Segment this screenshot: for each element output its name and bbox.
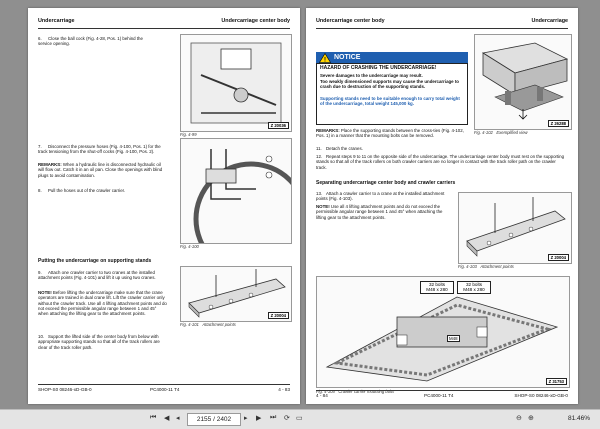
figure-4-101 [180, 266, 292, 322]
figure-tag: Z 20004 [268, 312, 289, 319]
page-number-field[interactable] [187, 413, 241, 426]
hazard-weight-text: Supporting stands need to be suitable enough to carry total weight of the undercarriage, total weight 145,000 kg. [320, 96, 460, 107]
figure-caption [474, 130, 528, 135]
step-number: 7. [38, 144, 42, 149]
footer-center: PC4000-11 T4 [150, 387, 180, 392]
figure-tag: Z 31753 [546, 378, 567, 385]
pressure-hoses-illustration [181, 139, 291, 243]
zoom-level[interactable]: 81.46% [567, 415, 590, 422]
step-13 [316, 191, 446, 202]
figure-4-99 [180, 34, 292, 132]
bolt-spec: M48 x 280 [426, 287, 448, 293]
step-text: Pull the hoses out of the crawler carrier. [48, 188, 126, 193]
figure-4-102 [474, 34, 572, 130]
remarks [316, 128, 466, 139]
caption-number: Fig. 4-101 [180, 322, 199, 327]
viewer-toolbar [0, 409, 600, 429]
notice-title: NOTICE [334, 54, 361, 61]
caption-title: Attachment points [202, 322, 236, 327]
page-header [316, 18, 568, 29]
page-number-value: 2155 / 2402 [196, 416, 232, 423]
step-12 [316, 154, 566, 170]
remarks [38, 162, 168, 178]
step-text: Attach a crawler carrier to a crane at the installed attachment points (Fig. 4-103). [316, 191, 445, 202]
figure-caption [180, 322, 236, 327]
hazard-text: Too weakly dimensioned supports may cause the undercarriage to crash due to destruction of the supporting stands. [320, 79, 459, 90]
note-label: NOTE! [38, 290, 52, 295]
step-text: Repeat steps 9 to 11 on the opposite side of the undercarriage. The undercarriage center body must rest on the supporting stands so that all of the track rollers on both crawler carriers are no longer in contact with the track roller path on the crawler track. [316, 154, 565, 170]
footer-center: PC4000-11 T4 [424, 393, 454, 398]
first-page-icon[interactable]: ⏮ [150, 414, 157, 421]
next-page-icon[interactable]: ▸ [244, 415, 248, 422]
step-text: Disconnect the pressure hoses (Fig. 4-100, Pos. 1) for the track tensioning from the shut-off cocks (Fig. 4-100, Pos. 2). [38, 144, 161, 155]
section-heading: Separating undercarriage center body and crawler carriers [316, 180, 456, 186]
caption-number: Fig. 4-104 [316, 389, 335, 394]
step-11 [316, 146, 566, 151]
step-text: Support the lifted side of the center body from below with appropriate supporting stands so that all of the track rollers are clear of the track roller path. [38, 334, 160, 350]
bolt-small-label: M48 [449, 336, 458, 341]
zoom-in-icon[interactable]: ⊕ [528, 415, 534, 422]
crawler-carrier-illustration [459, 193, 571, 263]
remarks-text: Place the supporting stands between the cross-ties (Fig. 4-102, Pos. 1) in a manner that the mounting bolts can be removed. [316, 128, 464, 139]
rotate-icon[interactable]: ⟳ [284, 415, 290, 422]
figure-tag: Z 26288 [548, 120, 569, 127]
bolt-count: 32 bolts [428, 282, 446, 287]
step-8 [38, 188, 168, 193]
figure-caption: Fig. 4-100 [180, 244, 199, 249]
caption-number: Fig. 4-102 [474, 130, 493, 135]
note [38, 290, 168, 316]
next-page-icon-2[interactable]: ▶ [256, 415, 262, 422]
page-footer [38, 384, 290, 396]
notice-box [316, 63, 468, 125]
step-number: 9. [38, 270, 42, 275]
figure-4-103 [458, 192, 572, 264]
figure-caption: Fig. 4-99 [180, 132, 197, 137]
section-heading: Putting the undercarriage on supporting stands [38, 258, 152, 264]
bolt-count: 32 bolts [465, 282, 483, 287]
remarks-label: REMARKS: [316, 128, 340, 133]
header-right: Undercarriage center body [221, 18, 290, 24]
fit-page-icon[interactable]: ▭ [296, 415, 303, 422]
footer-left: 4 - 84 [316, 393, 328, 398]
step-7 [38, 144, 168, 155]
remarks-label: REMARKS: [38, 162, 62, 167]
step-10 [38, 334, 168, 350]
figure-tag: Z 20004 [548, 254, 569, 261]
header-right: Undercarriage [531, 18, 568, 24]
note-text: Use all 4 lifting attachment points and do not exceed the permissible angular range between 1 and 45° when attaching the lifting gear to the attachment points. [316, 204, 443, 220]
figure-4-104 [316, 276, 570, 388]
step-text: Detach the cranes. [326, 146, 363, 151]
caption-title: Crawler carrier mounting bolts [338, 389, 395, 394]
step-text: Attach one crawler carrier to two cranes at the installed attachment points (Fig. 4-101) and lift it up using two cranes. [38, 270, 156, 281]
page-footer [316, 390, 568, 402]
bolt-label-2 [457, 281, 491, 294]
caption-title: Attachment points [480, 264, 514, 269]
supporting-stands-illustration [475, 35, 571, 129]
remarks-text: When a hydraulic line is disconnected hydraulic oil will flow out. Catch it in an oil pan. Close the openings with blind plugs to avoid contamination. [38, 162, 163, 178]
ball-cock-illustration [181, 35, 291, 131]
note [316, 204, 446, 220]
note-label: NOTE! [316, 204, 330, 209]
header-left: Undercarriage center body [316, 18, 385, 24]
footer-right: SHOP-S0 08246-xD-GB-0 [514, 393, 568, 398]
step-6 [38, 36, 158, 47]
left-page [28, 8, 300, 404]
step-number: 11. [316, 146, 322, 151]
last-page-icon[interactable]: ⏭ [270, 414, 277, 421]
caption-number: Fig. 4-103 [458, 264, 477, 269]
hazard-text: Severe damages to the undercarriage may result. [320, 73, 423, 78]
page-header [38, 18, 290, 29]
step-number: 6. [38, 36, 42, 41]
step-number: 10. [38, 334, 45, 339]
zoom-out-icon[interactable]: ⊖ [516, 415, 522, 422]
prev-page-icon[interactable]: ◀ [164, 415, 170, 422]
hazard-title: HAZARD OF CRASHING THE UNDERCARRIAGE! [320, 65, 437, 71]
figure-caption [458, 264, 514, 269]
figure-4-100 [180, 138, 292, 244]
step-number: 8. [38, 188, 42, 193]
bolt-label-1 [420, 281, 454, 294]
svg-text:!: ! [324, 57, 326, 63]
note-text: Before lifting the undercarriage make sure that the crane operators are trained in dual crane lift. Lift the crawler carrier only without the crawler track. Use all 4 lifting attachment points and do not exceed the permissible angular range between 1 and 45° when attaching the lifting gear to the attachment points. [38, 290, 167, 317]
warning-icon [319, 53, 331, 63]
figure-tag: Z 20036 [268, 122, 289, 129]
step-9 [38, 270, 168, 281]
header-left: Undercarriage [38, 18, 75, 24]
step-number: 12. [316, 154, 323, 159]
notice-banner [316, 52, 468, 63]
prev-page-icon-2[interactable]: ◂ [176, 415, 180, 422]
caption-title: Exemplified view [496, 130, 528, 135]
right-page [306, 8, 578, 404]
step-text: Close the ball cock (Fig. 4-28, Pos. 1) behind the service opening. [38, 36, 143, 47]
footer-left: SHOP-S0 08246-xD-GB-0 [38, 387, 92, 392]
footer-right: 4 - 83 [278, 387, 290, 392]
step-number: 13. [316, 191, 323, 196]
bolt-spec: M48 x 280 [463, 287, 485, 293]
